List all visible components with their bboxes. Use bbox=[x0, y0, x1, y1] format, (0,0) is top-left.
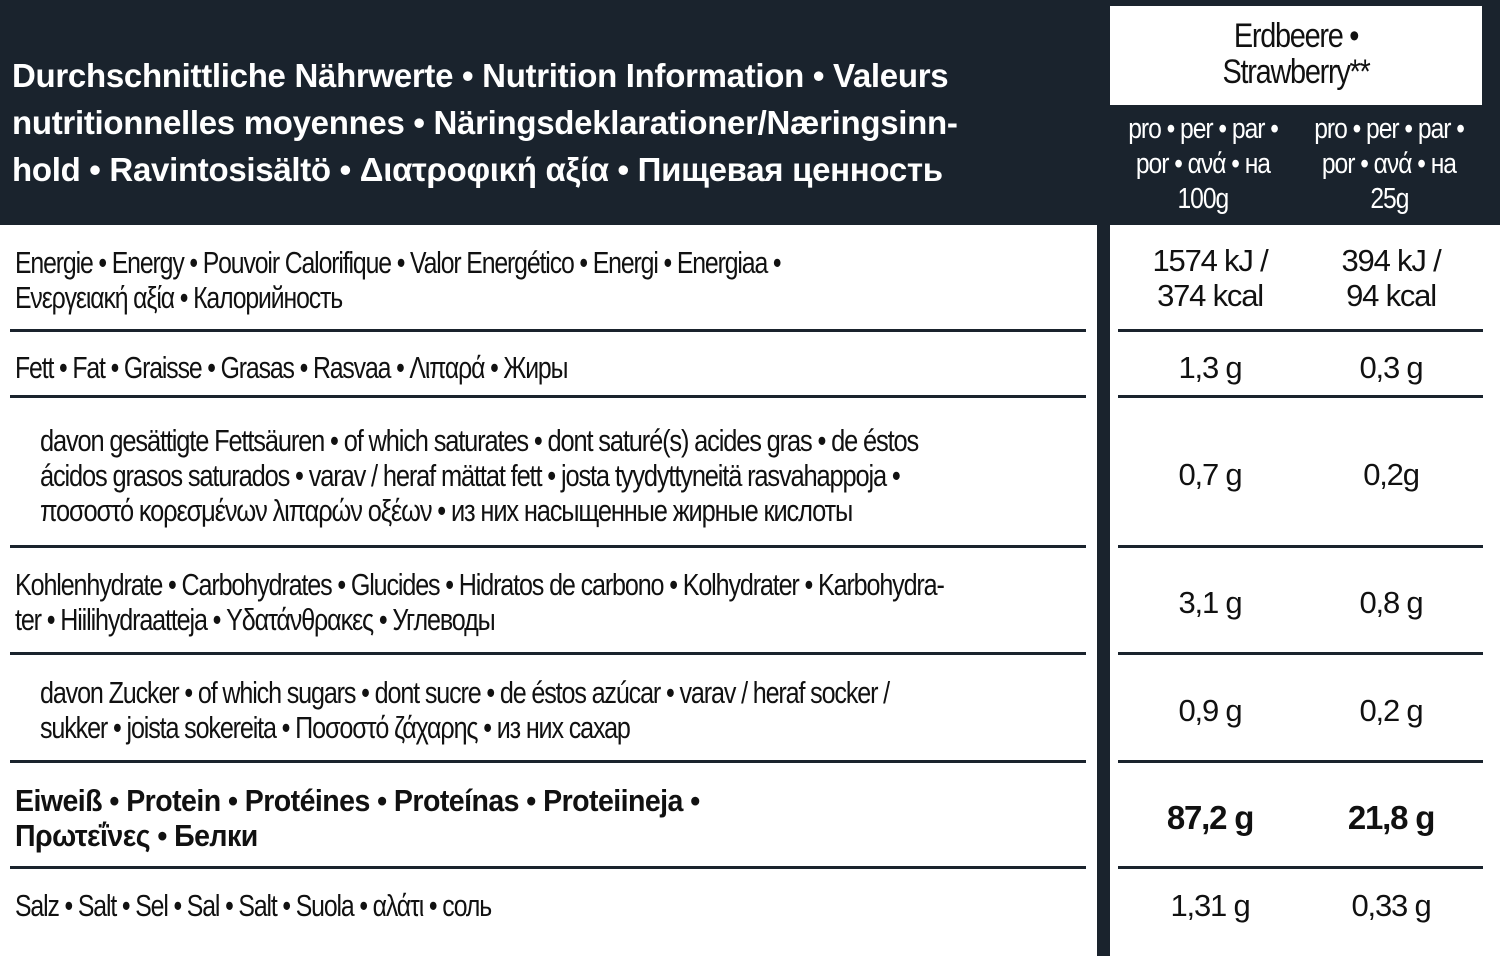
column-header-per-100g bbox=[1110, 112, 1296, 220]
table-header bbox=[0, 10, 1100, 218]
value-line: 0,9 g bbox=[1178, 693, 1242, 728]
value-line: 0,2g bbox=[1363, 457, 1419, 492]
value-line: 394 kJ / bbox=[1341, 243, 1441, 278]
value-per-100g-carbohydrates bbox=[1117, 585, 1303, 620]
nutrient-label-energy bbox=[15, 245, 780, 315]
flavor-line: Strawberry** bbox=[1222, 53, 1370, 91]
label-line: davon gesättigte Fettsäuren • of which saturates • dont saturé(s) acides gras • de éstos bbox=[40, 423, 919, 458]
value-line: 94 kcal bbox=[1346, 278, 1436, 313]
nutrient-label-fat bbox=[15, 350, 567, 385]
label-line: Πρωτεΐνες • Белки bbox=[15, 818, 258, 853]
value-line: 0,33 g bbox=[1351, 888, 1431, 923]
label-line: sukker • joista sokereita • Ποσοστό ζάχαρης • из них сахар bbox=[40, 710, 630, 745]
column-header-per-25g bbox=[1296, 112, 1482, 220]
nutrient-label-protein bbox=[15, 783, 700, 853]
value-line: 374 kcal bbox=[1157, 278, 1263, 313]
value-line: 0,3 g bbox=[1359, 350, 1423, 385]
flavor-label bbox=[1138, 18, 1454, 90]
row-divider bbox=[10, 545, 1086, 548]
column-header-line: pro • per • par • bbox=[1314, 113, 1464, 145]
label-line: Energie • Energy • Pouvoir Calorifique • Valor Energético • Energi • Energiaa • bbox=[15, 245, 781, 280]
value-per-25g-fat bbox=[1298, 350, 1484, 385]
value-per-100g-sugars bbox=[1117, 693, 1303, 728]
row-divider bbox=[1118, 329, 1483, 332]
table-title-line: nutritionnelles moyennes • Näringsdeklarationer/Næringsinn- bbox=[12, 104, 958, 141]
value-line: 0,7 g bbox=[1178, 457, 1242, 492]
table-title bbox=[12, 52, 1092, 193]
value-per-25g-protein bbox=[1298, 800, 1484, 835]
label-line: Eiweiß • Protein • Protéines • Proteínas • Proteiineja • bbox=[15, 783, 700, 818]
table-title-line: hold • Ravintosisältö • Διατροφική αξία • Пищевая ценность bbox=[12, 151, 943, 188]
label-line: Kohlenhydrate • Carbohydrates • Glucides • Hidratos de carbono • Kolhydrater • Karbohydra- bbox=[15, 567, 944, 602]
value-per-25g-saturates bbox=[1298, 457, 1484, 492]
label-line: Salz • Salt • Sel • Sal • Salt • Suola • αλάτι • соль bbox=[15, 888, 492, 923]
value-per-25g-sugars bbox=[1298, 693, 1484, 728]
nutrient-label-salt bbox=[15, 888, 491, 923]
value-per-25g-carbohydrates bbox=[1298, 585, 1484, 620]
column-header-line: pro • per • par • bbox=[1128, 113, 1278, 145]
row-divider bbox=[10, 395, 1086, 398]
flavor-header bbox=[1110, 6, 1482, 105]
column-header-line: por • ανά • на bbox=[1321, 148, 1457, 180]
value-per-25g-energy bbox=[1298, 243, 1484, 313]
row-divider bbox=[1118, 760, 1483, 763]
row-divider bbox=[1118, 545, 1483, 548]
nutrient-label-carbohydrates bbox=[15, 567, 944, 637]
flavor-line: Erdbeere • bbox=[1233, 17, 1359, 55]
label-line: ποσοστό κορεσμένων λιπαρών οξέων • из них насыщенные жирные кислоты bbox=[40, 493, 853, 528]
value-line: 1574 kJ / bbox=[1152, 243, 1268, 278]
row-divider bbox=[10, 329, 1086, 332]
row-divider bbox=[1118, 652, 1483, 655]
value-line: 1,31 g bbox=[1170, 888, 1250, 923]
row-divider bbox=[10, 652, 1086, 655]
nutrient-label-sugars bbox=[40, 675, 889, 745]
column-header-line: por • ανά • на bbox=[1135, 148, 1271, 180]
table-title-line: Durchschnittliche Nährwerte • Nutrition Information • Valeurs bbox=[12, 57, 949, 94]
value-per-100g-saturates bbox=[1117, 457, 1303, 492]
value-line: 3,1 g bbox=[1178, 585, 1242, 620]
label-line: davon Zucker • of which sugars • dont sucre • de éstos azúcar • varav / heraf socker / bbox=[40, 675, 890, 710]
row-divider bbox=[10, 866, 1086, 869]
value-line: 0,2 g bbox=[1359, 693, 1423, 728]
nutrient-label-saturates bbox=[40, 423, 918, 528]
label-line: Fett • Fat • Graisse • Grasas • Rasvaa • Λιπαρά • Жиры bbox=[15, 350, 568, 385]
row-divider bbox=[1118, 395, 1483, 398]
value-line: 87,2 g bbox=[1166, 799, 1254, 836]
label-line: ter • Hiilihydraatteja • Υδατάνθρακες • Углеводы bbox=[15, 602, 495, 637]
value-per-100g-protein bbox=[1117, 800, 1303, 835]
label-line: Ενεργειακή αξία • Калорийность bbox=[15, 280, 343, 315]
value-per-100g-energy bbox=[1117, 243, 1303, 313]
value-line: 21,8 g bbox=[1347, 799, 1435, 836]
row-divider bbox=[10, 760, 1086, 763]
value-line: 1,3 g bbox=[1178, 350, 1242, 385]
label-line: ácidos grasos saturados • varav / heraf mättat fett • josta tyydyttyneitä rasvahappoja • bbox=[40, 458, 900, 493]
column-header-line: 25g bbox=[1369, 183, 1409, 215]
column-header-line: 100g bbox=[1177, 183, 1229, 215]
row-divider bbox=[1118, 866, 1483, 869]
value-per-100g-salt bbox=[1117, 888, 1303, 923]
value-per-25g-salt bbox=[1298, 888, 1484, 923]
value-line: 0,8 g bbox=[1359, 585, 1423, 620]
value-per-100g-fat bbox=[1117, 350, 1303, 385]
